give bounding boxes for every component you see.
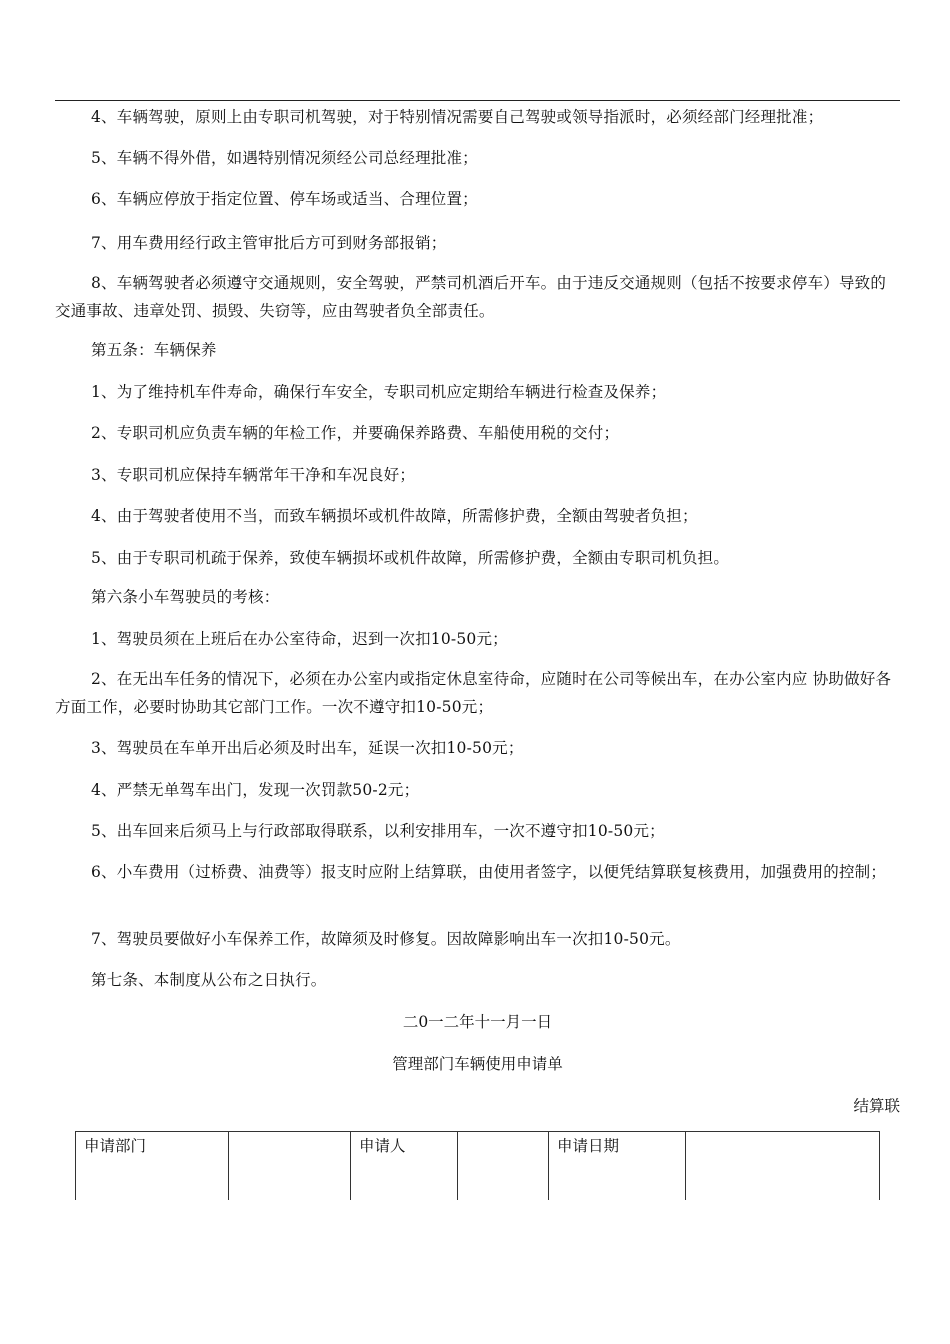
paragraph-rule-7: 7、用车费用经行政主管审批后方可到财务部报销； — [91, 234, 447, 252]
assessment-item-1: 1、驾驶员须在上班后在办公室待命，迟到一次扣10-50元； — [91, 630, 508, 648]
section-heading-5: 第五条：车辆保养 — [91, 341, 217, 359]
assessment-item-2: 2、在无出车任务的情况下，必须在办公室内或指定休息室待命，应随时在公司等候出车，在办公室内应 协助做好各方面工作，必要时协助其它部门工作。一次不遵守扣10-50元； — [55, 670, 892, 716]
table-row — [76, 1132, 880, 1201]
form-title: 管理部门车辆使用申请单 — [392, 1055, 563, 1073]
maintenance-item-5: 5、由于专职司机疏于保养，致使车辆损坏或机件故障，所需修护费，全额由专职司机负担。 — [91, 549, 730, 567]
application-form-table — [75, 1131, 880, 1200]
section-heading-6: 第六条小车驾驶员的考核： — [91, 588, 280, 606]
label-applicant: 申请人 — [351, 1132, 458, 1201]
assessment-item-6: 6、小车费用（过桥费、油费等）报支时应附上结算联，由使用者签字，以便凭结算联复核费用，加强费用的控制； — [91, 863, 887, 881]
assessment-item-4: 4、严禁无单驾车出门，发现一次罚款50-2元； — [91, 781, 420, 799]
header-rule — [55, 100, 900, 101]
issue-date: 二0一二年十一月一日 — [402, 1013, 553, 1031]
label-application-date: 申请日期 — [549, 1132, 686, 1201]
maintenance-item-3: 3、专职司机应保持车辆常年干净和车况良好； — [91, 466, 416, 484]
paragraph-rule-4: 4、车辆驾驶，原则上由专职司机驾驶，对于特别情况需要自己驾驶或领导指派时，必须经部门经理批准； — [91, 108, 824, 126]
field-application-date[interactable] — [686, 1132, 880, 1201]
assessment-item-5: 5、出车回来后须马上与行政部取得联系，以利安排用车，一次不遵守扣10-50元； — [91, 822, 665, 840]
assessment-item-3: 3、驾驶员在车单开出后必须及时出车，延误一次扣10-50元； — [91, 739, 524, 757]
label-department: 申请部门 — [76, 1132, 229, 1201]
maintenance-item-4: 4、由于驾驶者使用不当，而致车辆损坏或机件故障，所需修护费，全额由驾驶者负担； — [91, 507, 698, 525]
field-applicant[interactable] — [458, 1132, 549, 1201]
assessment-item-7: 7、驾驶员要做好小车保养工作，故障须及时修复。因故障影响出车一次扣10-50元。 — [91, 930, 681, 948]
section-heading-7: 第七条、本制度从公布之日执行。 — [91, 971, 327, 989]
paragraph-rule-8: 8、车辆驾驶者必须遵守交通规则，安全驾驶，严禁司机酒后开车。由于违反交通规则（包括不按要求停车）导致的交通事故、违章处罚、损毁、失窃等，应由驾驶者负全部责任。 — [55, 274, 887, 320]
maintenance-item-2: 2、专职司机应负责车辆的年检工作，并要确保养路费、车船使用税的交付； — [91, 424, 620, 442]
paragraph-rule-6: 6、车辆应停放于指定位置、停车场或适当、合理位置； — [91, 190, 478, 208]
copy-label: 结算联 — [853, 1097, 900, 1115]
maintenance-item-1: 1、为了维持机车件寿命，确保行车安全，专职司机应定期给车辆进行检查及保养； — [91, 383, 667, 401]
paragraph-rule-5: 5、车辆不得外借，如遇特别情况须经公司总经理批准； — [91, 149, 478, 167]
field-department[interactable] — [229, 1132, 351, 1201]
